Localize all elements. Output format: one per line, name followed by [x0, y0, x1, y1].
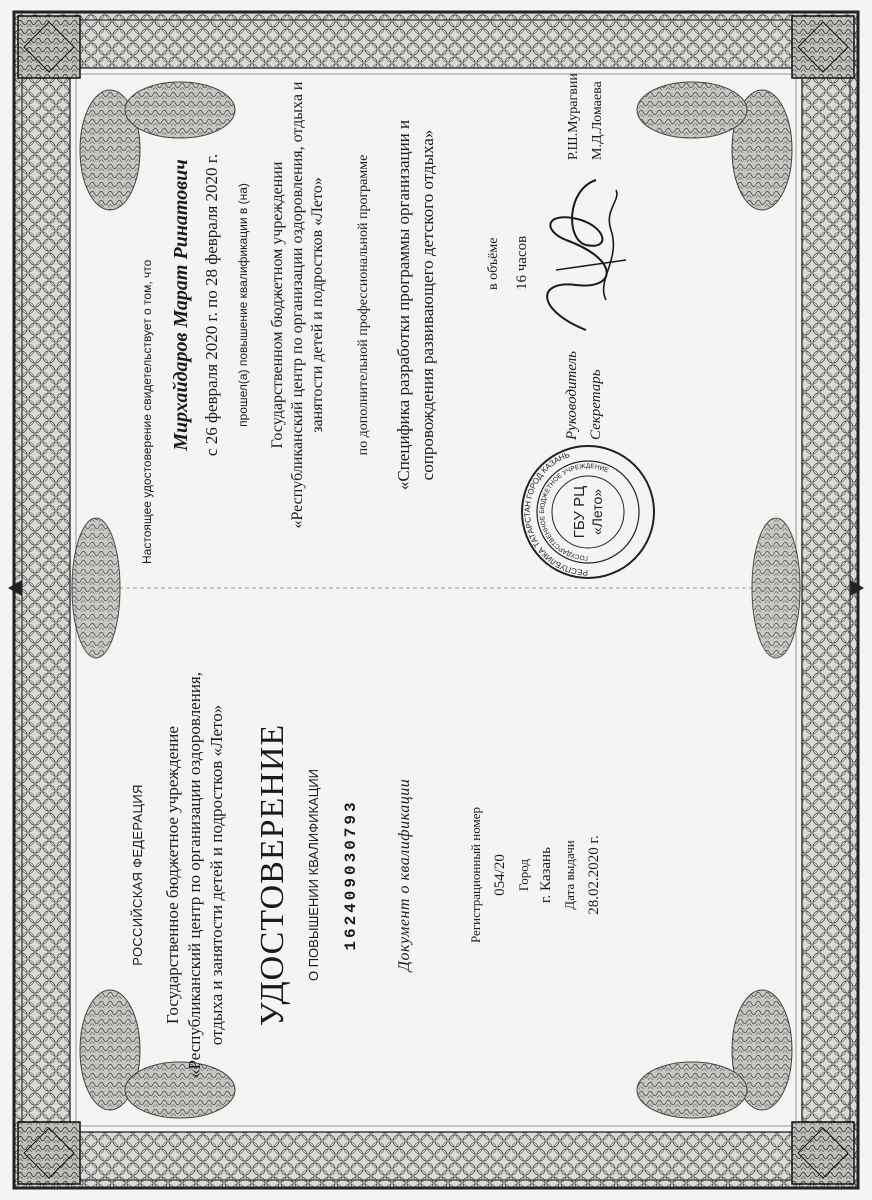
- document-title: УДОСТОВЕРЕНИЕ: [254, 723, 291, 1027]
- document-type: Документ о квалификации: [396, 778, 413, 972]
- certificate-content: [56, 20, 836, 1160]
- person-name: Мирхайдаров Марат Ринатович: [170, 159, 192, 451]
- org-line: «Республиканский центр по организации оздоровления,: [185, 672, 204, 1078]
- org-line: Государственное бюджетное учреждение: [163, 726, 182, 1024]
- org-line: отдыха и занятости детей и подростков «Лето»: [207, 704, 226, 1046]
- passed-training-text: прошел(а) повышение квалификации в (на): [236, 183, 250, 427]
- secretary-label: Секретарь: [588, 369, 604, 440]
- registration-number-value: 054/20: [492, 854, 508, 896]
- certificate-inner-page: [56, 20, 836, 590]
- signature-graphic: [526, 170, 636, 340]
- certificate-cover-page: [56, 590, 836, 1160]
- program-line: «Специфика разработки программы организации и: [394, 119, 413, 491]
- program-label: по дополнительной профессиональной программе: [356, 154, 371, 456]
- training-period: с 26 февраля 2020 г. по 28 февраля 2020 г.: [202, 153, 221, 457]
- director-label: Руководитель: [564, 351, 580, 440]
- document-subtitle: О ПОВЫШЕНИИ КВАЛИФИКАЦИИ: [306, 768, 321, 982]
- training-institution: [268, 20, 328, 590]
- institution-line: Государственном бюджетном учреждении: [269, 161, 286, 449]
- program-title: [392, 20, 440, 590]
- program-line: сопровождения развивающего детского отдыха»: [418, 129, 437, 481]
- stamp-center-line-1: ГБУ РЦ: [571, 485, 588, 539]
- stamp-outer-text: РЕСПУБЛИКА ТАТАРСТАН ГОРОД КАЗАНЬ: [522, 450, 589, 578]
- country-label: РОССИЙСКАЯ ФЕДЕРАЦИЯ: [130, 784, 145, 966]
- stamp-inner-text: ГОСУДАРСТВЕННОЕ БЮДЖЕТНОЕ УЧРЕЖДЕНИЕ: [538, 462, 610, 562]
- city-label: Город: [516, 858, 531, 892]
- issue-date-value: 28.02.2020 г.: [586, 835, 602, 915]
- issuing-organization: [162, 590, 228, 1160]
- director-name: Р.Ш.Мурагвии: [566, 73, 581, 160]
- stamp-center-line-2: «Лето»: [589, 488, 605, 536]
- intro-text: Настоящее удостоверение свидетельствует о том, что: [140, 259, 154, 564]
- volume-label: в объёме: [486, 237, 501, 290]
- volume-value: 16 часов: [514, 235, 530, 290]
- serial-number: 162409030793: [342, 799, 360, 951]
- city-value: г. Казань: [538, 847, 554, 903]
- institution-line: занятости детей и подростков «Лето»: [309, 177, 326, 433]
- registration-number-label: Регистрационный номер: [468, 807, 483, 943]
- issue-date-label: Дата выдачи: [562, 840, 577, 910]
- institution-line: «Республиканский центр по организации оздоровления, отдыха и: [289, 81, 306, 529]
- secretary-name: М.Д.Ломаева: [590, 81, 605, 160]
- official-stamp: [518, 442, 658, 582]
